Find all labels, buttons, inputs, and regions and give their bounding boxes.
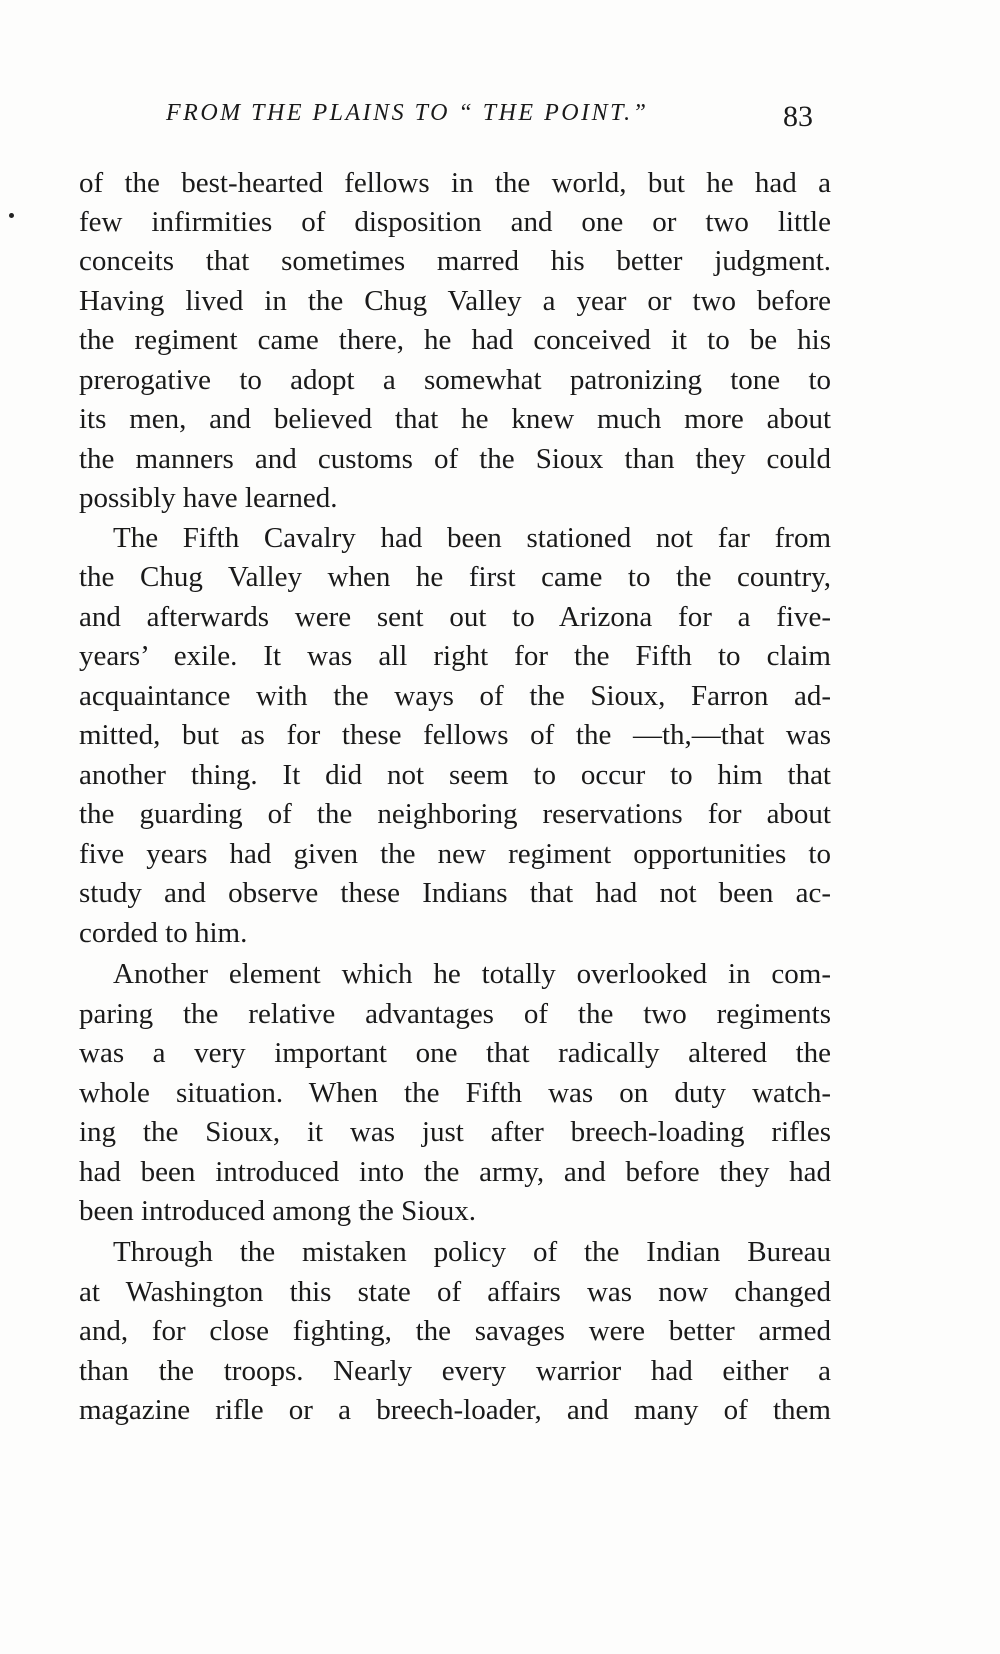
text-line: had been introduced into the army, and before they had: [79, 1156, 831, 1188]
text-line: been introduced among the Sioux.: [79, 1195, 477, 1227]
text-line: at Washington this state of affairs was now changed: [79, 1276, 831, 1308]
text-line: prerogative to adopt a somewhat patronizing tone to: [79, 364, 831, 396]
text-line: study and observe these Indians that had not been ac-: [79, 877, 831, 909]
text-line: mitted, but as for these fellows of the —th,—that was: [79, 719, 831, 751]
text-line: corded to him.: [79, 917, 248, 949]
text-line: and afterwards were sent out to Arizona for a five-: [79, 601, 831, 633]
text-line: ing the Sioux, it was just after breech-loading rifles: [79, 1116, 831, 1148]
text-line: and, for close fighting, the savages were better armed: [79, 1315, 831, 1347]
text-line: the guarding of the neighboring reservations for about: [79, 798, 831, 830]
text-line: years’ exile. It was all right for the Fifth to claim: [79, 640, 831, 672]
text-line: paring the relative advantages of the two regiments: [79, 998, 831, 1030]
text-line: of the best-hearted fellows in the world, but he had a: [79, 167, 831, 199]
text-line: Another element which he totally overlooked in com-: [113, 958, 831, 990]
text-line: magazine rifle or a breech-loader, and many of them: [79, 1394, 831, 1426]
text-line: possibly have learned.: [79, 482, 338, 514]
text-line: than the troops. Nearly every warrior had either a: [79, 1355, 831, 1387]
running-title: FROM THE PLAINS TO “ THE POINT.”: [166, 100, 649, 126]
text-line: Through the mistaken policy of the Indian Bureau: [113, 1236, 831, 1268]
text-line: five years had given the new regiment opportunities to: [79, 838, 831, 870]
text-line: whole situation. When the Fifth was on duty watch-: [79, 1077, 831, 1109]
text-line: another thing. It did not seem to occur to him that: [79, 759, 831, 791]
text-line: the manners and customs of the Sioux than they could: [79, 443, 831, 475]
text-line: few infirmities of disposition and one or two little: [79, 206, 831, 238]
text-line: was a very important one that radically altered the: [79, 1037, 831, 1069]
text-line: the regiment came there, he had conceived it to be his: [79, 324, 831, 356]
text-line: conceits that sometimes marred his better judgment.: [79, 245, 831, 277]
print-speck: [9, 213, 14, 218]
text-line: The Fifth Cavalry had been stationed not far from: [113, 522, 831, 554]
page-number: 83: [783, 100, 813, 133]
text-line: the Chug Valley when he first came to the country,: [79, 561, 831, 593]
text-line: acquaintance with the ways of the Sioux, Farron ad-: [79, 680, 831, 712]
text-line: Having lived in the Chug Valley a year or two before: [79, 285, 831, 317]
text-line: its men, and believed that he knew much more about: [79, 403, 831, 435]
